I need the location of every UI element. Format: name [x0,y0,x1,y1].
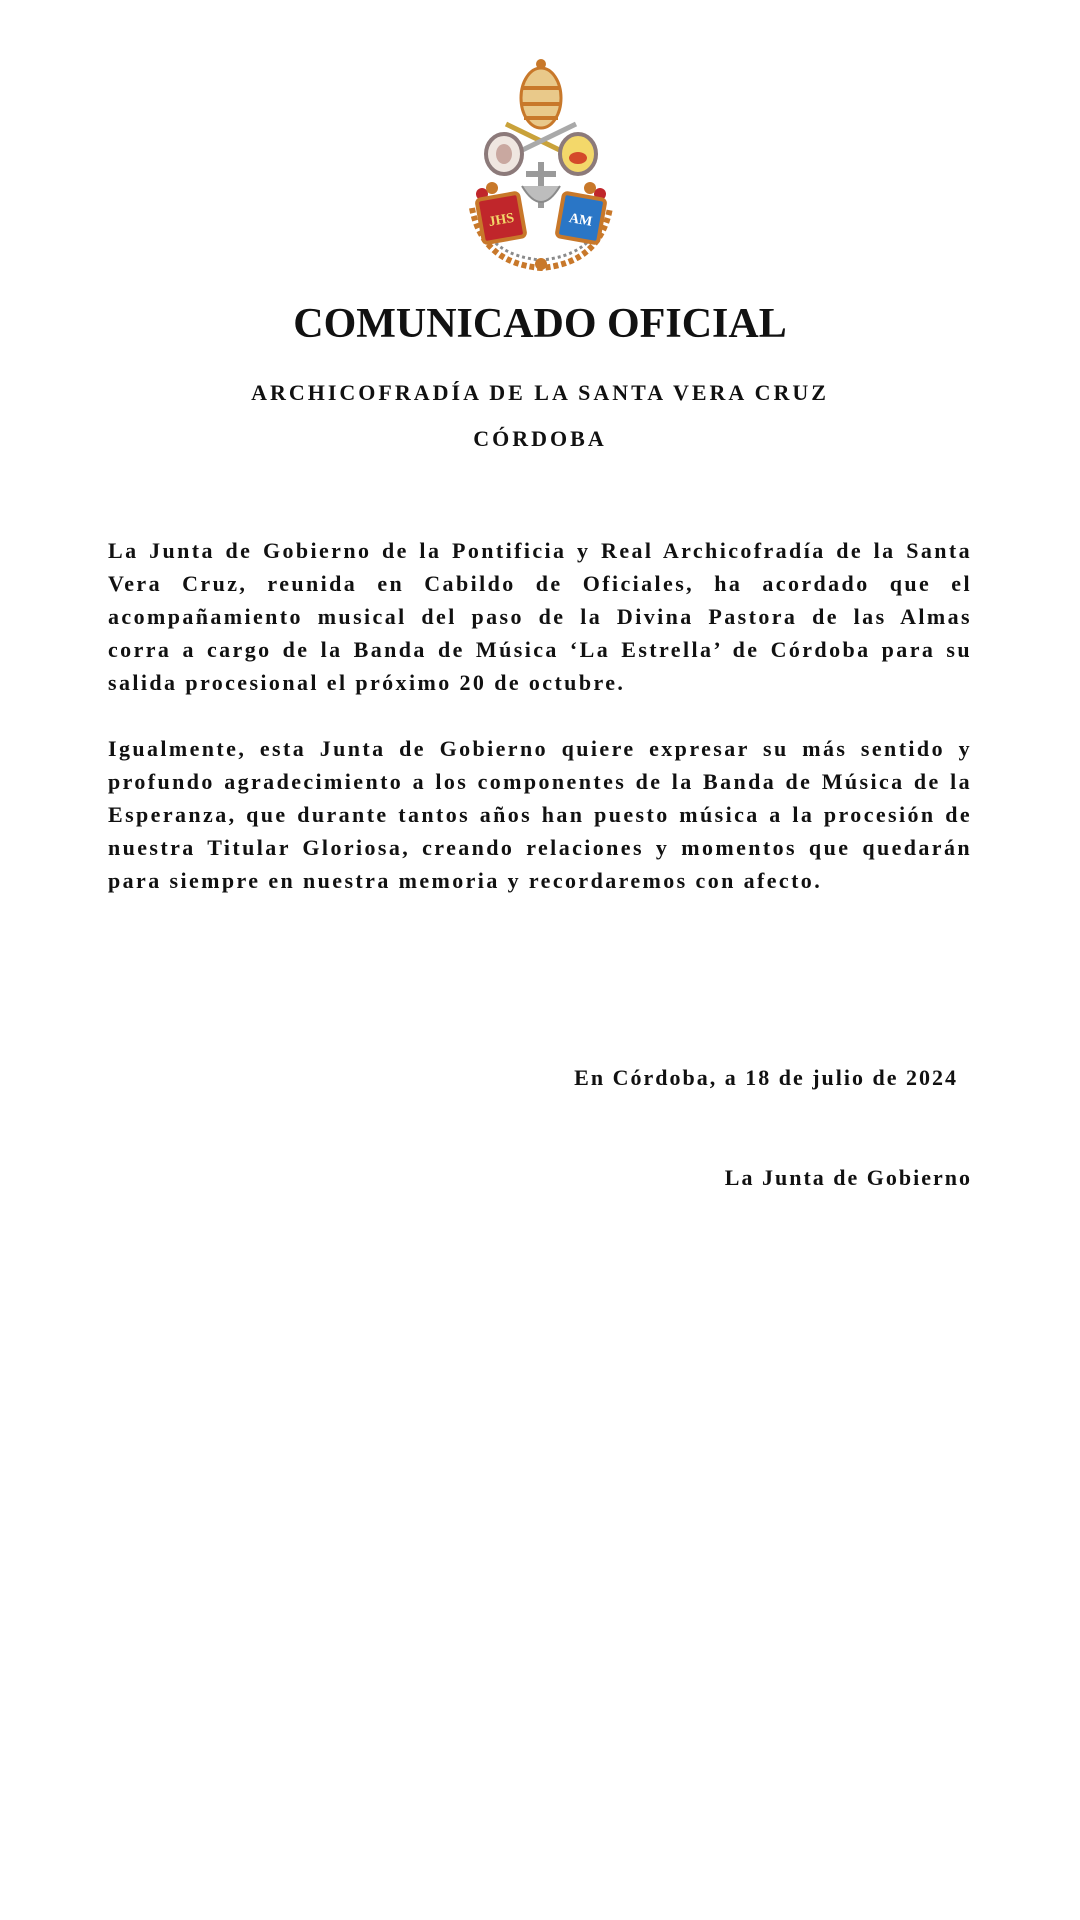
crest-monogram-right: AM [567,211,594,230]
paragraph-acknowledgement: Igualmente, esta Junta de Gobierno quiere expresar su más sentido y profundo agradecimiento a los componentes de la Banda de Música de la Esperanza, que durante tantos años han puesto música a la procesión de nuestra Titular Gloriosa, creando relaciones y momentos que quedarán para siempre en nuestra memoria y recordaremos con afecto. [108,736,972,893]
city-name: CÓRDOBA [473,426,607,451]
paragraph-announcement: La Junta de Gobierno de la Pontificia y Real Archicofradía de la Santa Vera Cruz, reunida en Cabildo de Oficiales, ha acordado que el acompañamiento musical del paso de la Divina Pastora de las Almas corra a cargo de la Banda de Música ‘La Estrella’ de Córdoba para su salida procesional el próximo 20 de octubre. [108,538,972,695]
signature: La Junta de Gobierno [724,1165,972,1190]
crest-monogram-left: JHS [487,210,516,231]
date-line: En Córdoba, a 18 de julio de 2024 [574,1065,958,1090]
crest-icon [462,58,620,276]
page-title: COMUNICADO OFICIAL [293,301,787,347]
organization-name: ARCHICOFRADÍA DE LA SANTA VERA CRUZ [251,380,829,405]
